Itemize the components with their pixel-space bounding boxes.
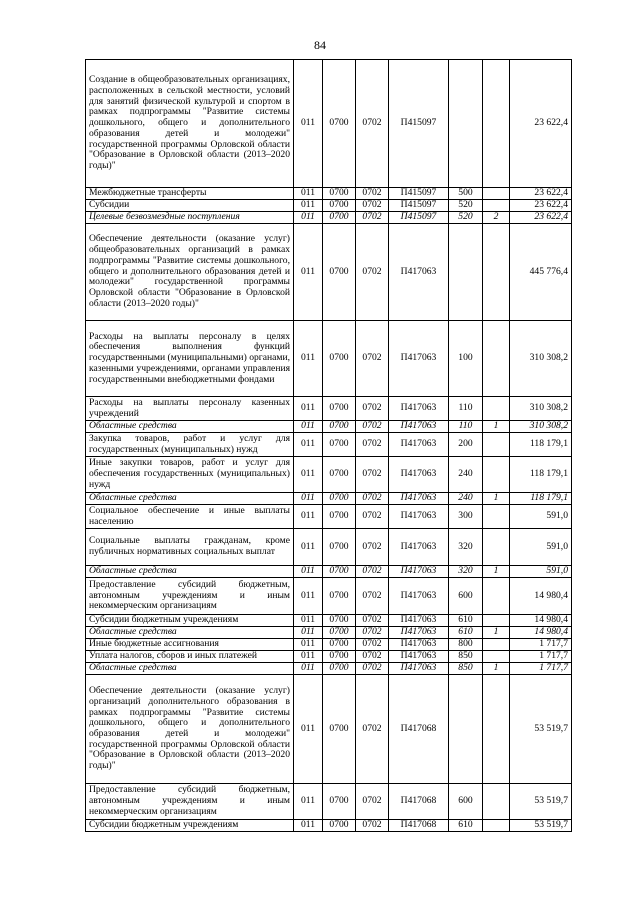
- row-amount: 118 179,1: [510, 433, 572, 457]
- row-funding-source: [483, 321, 510, 397]
- table-row: [86, 784, 572, 820]
- row-amount: 23 622,4: [510, 188, 572, 200]
- row-subsection-code: 0702: [356, 224, 389, 321]
- row-target-article: П417068: [389, 820, 449, 832]
- row-subsection-code: 0702: [356, 578, 389, 615]
- row-ministry-code: 011: [294, 188, 323, 200]
- table-row: [86, 493, 572, 505]
- row-name: Областные средства: [86, 663, 294, 675]
- row-expense-type: 610: [449, 615, 483, 627]
- row-amount: 118 179,1: [510, 493, 572, 505]
- row-section-code: 0700: [323, 200, 356, 212]
- row-amount: 14 980,4: [510, 627, 572, 639]
- table-row: [86, 505, 572, 529]
- row-funding-source: [483, 188, 510, 200]
- row-funding-source: 1: [483, 663, 510, 675]
- row-name: Закупка товаров, работ и услуг для государственных (муниципальных) нужд: [86, 433, 294, 457]
- row-ministry-code: 011: [294, 212, 323, 224]
- row-expense-type: 800: [449, 639, 483, 651]
- row-amount: 445 776,4: [510, 224, 572, 321]
- row-name: Субсидии: [86, 200, 294, 212]
- row-section-code: 0700: [323, 784, 356, 820]
- row-section-code: 0700: [323, 188, 356, 200]
- row-expense-type: 200: [449, 433, 483, 457]
- row-expense-type: 610: [449, 627, 483, 639]
- row-name: Межбюджетные трансферты: [86, 188, 294, 200]
- row-target-article: П417068: [389, 784, 449, 820]
- row-funding-source: [483, 224, 510, 321]
- row-name: Областные средства: [86, 566, 294, 578]
- row-target-article: П415097: [389, 188, 449, 200]
- row-ministry-code: 011: [294, 493, 323, 505]
- row-funding-source: 2: [483, 212, 510, 224]
- row-subsection-code: 0702: [356, 60, 389, 188]
- row-funding-source: 1: [483, 566, 510, 578]
- row-ministry-code: 011: [294, 433, 323, 457]
- row-funding-source: [483, 651, 510, 663]
- row-ministry-code: 011: [294, 457, 323, 493]
- row-funding-source: [483, 820, 510, 832]
- row-expense-type: 600: [449, 784, 483, 820]
- row-ministry-code: 011: [294, 421, 323, 433]
- row-name: Социальные выплаты гражданам, кроме публичных нормативных социальных выплат: [86, 529, 294, 566]
- table-row: [86, 566, 572, 578]
- budget-table: [85, 59, 572, 832]
- row-target-article: П417063: [389, 529, 449, 566]
- row-ministry-code: 011: [294, 566, 323, 578]
- row-name: Предоставление субсидий бюджетным, автономным учреждениям и иным некоммерческим организациям: [86, 784, 294, 820]
- row-ministry-code: 011: [294, 397, 323, 421]
- row-name: Иные закупки товаров, работ и услуг для обеспечения государственных (муниципальных) нужд: [86, 457, 294, 493]
- row-name: Обеспечение деятельности (оказание услуг) организаций дополнительного образования в рамках подпрограммы "Развитие системы дошкольного, общего и дополнительного образования детей и молодежи" государственной программы Орловской области "Образование в Орловской области (2013–2020 годы)": [86, 675, 294, 784]
- row-section-code: 0700: [323, 505, 356, 529]
- row-name: Областные средства: [86, 627, 294, 639]
- row-subsection-code: 0702: [356, 566, 389, 578]
- row-name: Обеспечение деятельности (оказание услуг) общеобразовательных организаций в рамках подпрограммы "Развитие системы дошкольного, общего и дополнительного образования детей и молодежи" государственной программы Орловской области "Образование в Орловской области (2013–2020 годы)": [86, 224, 294, 321]
- row-subsection-code: 0702: [356, 615, 389, 627]
- row-target-article: П415097: [389, 60, 449, 188]
- table-row: [86, 578, 572, 615]
- row-name: Областные средства: [86, 421, 294, 433]
- row-name: Создание в общеобразовательных организациях, расположенных в сельской местности, условий для занятий физической культурой и спортом в рамках подпрограммы "Развитие системы дошкольного, общего и дополнительного образования детей и молодежи" государственной программы Орловской области "Образование в Орловской области (2013–2020 годы)": [86, 60, 294, 188]
- row-expense-type: 300: [449, 505, 483, 529]
- row-amount: 23 622,4: [510, 200, 572, 212]
- table-row: [86, 651, 572, 663]
- table-row: [86, 433, 572, 457]
- row-ministry-code: 011: [294, 321, 323, 397]
- row-subsection-code: 0702: [356, 663, 389, 675]
- row-section-code: 0700: [323, 639, 356, 651]
- row-section-code: 0700: [323, 224, 356, 321]
- row-section-code: 0700: [323, 615, 356, 627]
- row-name: Целевые безвозмездные поступления: [86, 212, 294, 224]
- row-target-article: П417063: [389, 639, 449, 651]
- table-row: [86, 675, 572, 784]
- table-row: [86, 60, 572, 188]
- row-ministry-code: 011: [294, 60, 323, 188]
- row-target-article: П417068: [389, 675, 449, 784]
- row-section-code: 0700: [323, 820, 356, 832]
- row-ministry-code: 011: [294, 529, 323, 566]
- row-section-code: 0700: [323, 433, 356, 457]
- row-amount: 14 980,4: [510, 615, 572, 627]
- row-ministry-code: 011: [294, 784, 323, 820]
- row-subsection-code: 0702: [356, 397, 389, 421]
- row-expense-type: 500: [449, 188, 483, 200]
- row-section-code: 0700: [323, 397, 356, 421]
- row-expense-type: 850: [449, 651, 483, 663]
- row-funding-source: [483, 675, 510, 784]
- row-section-code: 0700: [323, 578, 356, 615]
- row-section-code: 0700: [323, 566, 356, 578]
- row-expense-type: 520: [449, 212, 483, 224]
- row-target-article: П417063: [389, 493, 449, 505]
- row-expense-type: 520: [449, 200, 483, 212]
- row-subsection-code: 0702: [356, 820, 389, 832]
- row-amount: 310 308,2: [510, 397, 572, 421]
- row-name: Субсидии бюджетным учреждениям: [86, 615, 294, 627]
- row-funding-source: [483, 433, 510, 457]
- row-subsection-code: 0702: [356, 784, 389, 820]
- row-expense-type: 600: [449, 578, 483, 615]
- row-amount: 1 717,7: [510, 663, 572, 675]
- row-ministry-code: 011: [294, 224, 323, 321]
- row-amount: 1 717,7: [510, 651, 572, 663]
- row-expense-type: 110: [449, 397, 483, 421]
- row-expense-type: [449, 224, 483, 321]
- table-row: [86, 212, 572, 224]
- row-section-code: 0700: [323, 493, 356, 505]
- row-section-code: 0700: [323, 457, 356, 493]
- row-target-article: П417063: [389, 321, 449, 397]
- row-ministry-code: 011: [294, 505, 323, 529]
- row-name: Расходы на выплаты персоналу казенных учреждений: [86, 397, 294, 421]
- row-ministry-code: 011: [294, 200, 323, 212]
- row-section-code: 0700: [323, 212, 356, 224]
- row-funding-source: [483, 397, 510, 421]
- table-row: [86, 820, 572, 832]
- row-name: Предоставление субсидий бюджетным, автономным учреждениям и иным некоммерческим организациям: [86, 578, 294, 615]
- row-ministry-code: 011: [294, 639, 323, 651]
- row-amount: 14 980,4: [510, 578, 572, 615]
- row-ministry-code: 011: [294, 663, 323, 675]
- table-row: [86, 639, 572, 651]
- row-funding-source: [483, 200, 510, 212]
- row-target-article: П415097: [389, 212, 449, 224]
- row-funding-source: [483, 529, 510, 566]
- row-expense-type: 320: [449, 566, 483, 578]
- row-expense-type: 240: [449, 457, 483, 493]
- row-funding-source: 1: [483, 421, 510, 433]
- row-target-article: П417063: [389, 578, 449, 615]
- row-expense-type: 240: [449, 493, 483, 505]
- row-subsection-code: 0702: [356, 212, 389, 224]
- row-expense-type: 110: [449, 421, 483, 433]
- row-amount: 591,0: [510, 529, 572, 566]
- row-funding-source: [483, 457, 510, 493]
- row-subsection-code: 0702: [356, 457, 389, 493]
- row-name: Субсидии бюджетным учреждениям: [86, 820, 294, 832]
- table-row: [86, 615, 572, 627]
- row-funding-source: [483, 60, 510, 188]
- row-section-code: 0700: [323, 627, 356, 639]
- row-section-code: 0700: [323, 321, 356, 397]
- row-ministry-code: 011: [294, 615, 323, 627]
- row-target-article: П417063: [389, 651, 449, 663]
- row-name: Социальное обеспечение и иные выплаты населению: [86, 505, 294, 529]
- row-ministry-code: 011: [294, 627, 323, 639]
- row-funding-source: [483, 505, 510, 529]
- table-row: [86, 421, 572, 433]
- row-target-article: П417063: [389, 457, 449, 493]
- table-row: [86, 224, 572, 321]
- row-expense-type: 850: [449, 663, 483, 675]
- row-ministry-code: 011: [294, 578, 323, 615]
- row-section-code: 0700: [323, 675, 356, 784]
- row-target-article: П417063: [389, 615, 449, 627]
- row-subsection-code: 0702: [356, 675, 389, 784]
- row-amount: 23 622,4: [510, 212, 572, 224]
- row-amount: 53 519,7: [510, 820, 572, 832]
- row-funding-source: [483, 639, 510, 651]
- row-funding-source: 1: [483, 493, 510, 505]
- table-row: [86, 457, 572, 493]
- row-subsection-code: 0702: [356, 651, 389, 663]
- table-row: [86, 321, 572, 397]
- row-target-article: П415097: [389, 200, 449, 212]
- row-target-article: П417063: [389, 505, 449, 529]
- row-name: Иные бюджетные ассигнования: [86, 639, 294, 651]
- row-ministry-code: 011: [294, 820, 323, 832]
- row-subsection-code: 0702: [356, 200, 389, 212]
- row-section-code: 0700: [323, 60, 356, 188]
- table-row: [86, 188, 572, 200]
- row-funding-source: [483, 615, 510, 627]
- row-name: Уплата налогов, сборов и иных платежей: [86, 651, 294, 663]
- row-target-article: П417063: [389, 627, 449, 639]
- row-expense-type: 320: [449, 529, 483, 566]
- row-amount: 118 179,1: [510, 457, 572, 493]
- row-subsection-code: 0702: [356, 421, 389, 433]
- row-amount: 1 717,7: [510, 639, 572, 651]
- table-row: [86, 200, 572, 212]
- row-target-article: П417063: [389, 224, 449, 321]
- row-section-code: 0700: [323, 421, 356, 433]
- table-row: [86, 663, 572, 675]
- row-target-article: П417063: [389, 421, 449, 433]
- row-ministry-code: 011: [294, 675, 323, 784]
- row-subsection-code: 0702: [356, 493, 389, 505]
- row-subsection-code: 0702: [356, 505, 389, 529]
- page-number: 84: [314, 38, 326, 52]
- row-target-article: П417063: [389, 663, 449, 675]
- row-expense-type: 100: [449, 321, 483, 397]
- row-amount: 53 519,7: [510, 784, 572, 820]
- row-amount: 310 308,2: [510, 321, 572, 397]
- table-row: [86, 529, 572, 566]
- row-expense-type: [449, 675, 483, 784]
- row-funding-source: [483, 784, 510, 820]
- row-amount: 310 308,2: [510, 421, 572, 433]
- row-amount: 23 622,4: [510, 60, 572, 188]
- row-subsection-code: 0702: [356, 188, 389, 200]
- row-section-code: 0700: [323, 651, 356, 663]
- row-expense-type: 610: [449, 820, 483, 832]
- row-name: Областные средства: [86, 493, 294, 505]
- row-subsection-code: 0702: [356, 321, 389, 397]
- row-amount: 591,0: [510, 505, 572, 529]
- row-expense-type: [449, 60, 483, 188]
- row-section-code: 0700: [323, 529, 356, 566]
- row-subsection-code: 0702: [356, 529, 389, 566]
- row-subsection-code: 0702: [356, 627, 389, 639]
- row-subsection-code: 0702: [356, 639, 389, 651]
- table-row: [86, 627, 572, 639]
- table-row: [86, 397, 572, 421]
- row-funding-source: [483, 578, 510, 615]
- row-funding-source: 1: [483, 627, 510, 639]
- row-target-article: П417063: [389, 433, 449, 457]
- row-section-code: 0700: [323, 663, 356, 675]
- row-target-article: П417063: [389, 566, 449, 578]
- row-subsection-code: 0702: [356, 433, 389, 457]
- row-ministry-code: 011: [294, 651, 323, 663]
- row-amount: 591,0: [510, 566, 572, 578]
- row-target-article: П417063: [389, 397, 449, 421]
- row-amount: 53 519,7: [510, 675, 572, 784]
- row-name: Расходы на выплаты персоналу в целях обеспечения выполнения функций государственными (муниципальными) органами, казенными учреждениями, органами управления государственными внебюджетными фондами: [86, 321, 294, 397]
